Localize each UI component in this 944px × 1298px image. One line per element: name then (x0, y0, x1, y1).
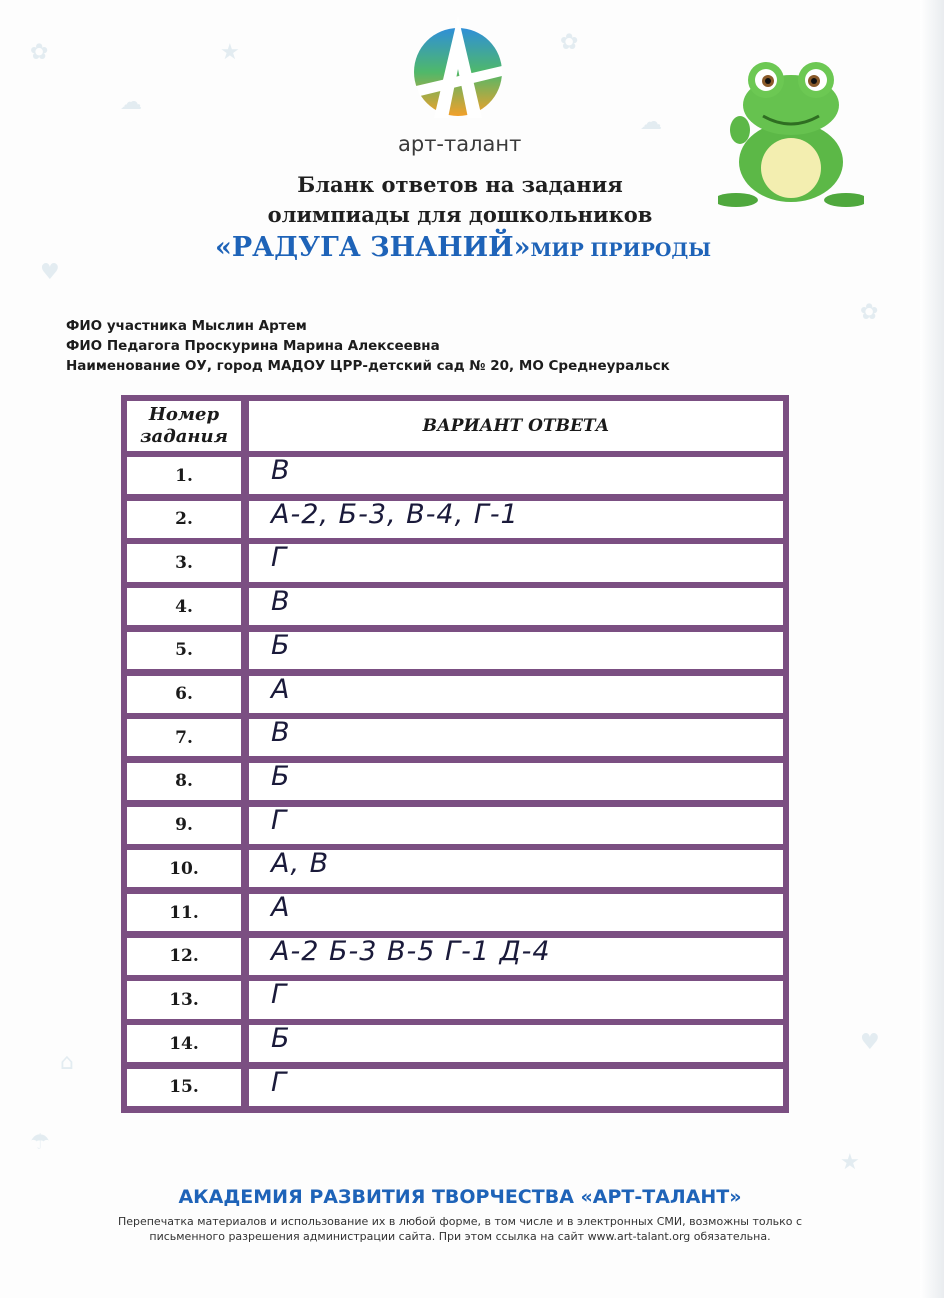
academy-name: АКАДЕМИЯ РАЗВИТИЯ ТВОРЧЕСТВА «АРТ-ТАЛАНТ» (178, 1186, 742, 1208)
sheet-title-line2: олимпиады для дошкольников (267, 202, 653, 227)
handwritten-answer: В (271, 717, 291, 749)
teacher-name: ФИО Педагога Проскурина Марина Алексеевна (66, 338, 440, 354)
answer-cell (249, 588, 783, 625)
answer-cell (249, 544, 783, 581)
handwritten-answer: Г (271, 1066, 288, 1098)
doodle-icon: ★ (840, 1150, 860, 1175)
answer-row (127, 804, 783, 844)
answer-cell (249, 935, 783, 975)
olympiad-name: «РАДУГА ЗНАНИЙ» (215, 232, 531, 263)
handwritten-answer: А (271, 673, 291, 705)
answer-cell (249, 498, 783, 538)
handwritten-answer: А, В (271, 848, 330, 880)
task-number: 15. (127, 1069, 241, 1106)
answer-row (127, 498, 783, 538)
handwritten-answer: В (271, 586, 291, 618)
task-number: 9. (127, 807, 241, 844)
olympiad-subject: МИР ПРИРОДЫ (530, 239, 712, 261)
doodle-icon: ☁ (120, 90, 142, 115)
task-number: 5. (127, 632, 241, 669)
task-number: 12. (127, 938, 241, 975)
doodle-icon: ♥ (40, 260, 60, 285)
task-number: 6. (127, 676, 241, 713)
handwritten-answer: А-2 Б-3 В-5 Г-1 Д-4 (271, 935, 551, 967)
answer-cell (249, 457, 783, 494)
task-number: 10. (127, 850, 241, 887)
header-task-number-line2: задания (140, 426, 228, 447)
handwritten-answer: Г (271, 542, 288, 574)
doodle-icon: ✿ (860, 300, 879, 325)
task-number: 13. (127, 981, 241, 1018)
handwritten-answer: А (271, 892, 291, 923)
task-number: 14. (127, 1025, 241, 1062)
handwritten-answer: Г (271, 804, 288, 836)
olympiad-title (215, 232, 711, 263)
school-name: Наименование ОУ, город МАДОУ ЦРР-детский сад № 20, МО Среднеуральск (66, 358, 670, 374)
answer-table (121, 395, 789, 1113)
table-header-row (127, 401, 783, 451)
doodle-icon: ☂ (30, 1130, 50, 1155)
answer-row (127, 719, 783, 756)
header-task-number-line1: Номер (148, 404, 220, 425)
task-number: 2. (127, 501, 241, 538)
sheet-title-line1: Бланк ответов на задания (297, 172, 623, 197)
doodle-icon: ✿ (560, 30, 579, 55)
answer-row (127, 760, 783, 800)
answer-row (127, 673, 783, 713)
copyright-notice (90, 1214, 830, 1244)
doodle-icon: ✿ (30, 40, 49, 65)
answer-cell (249, 804, 783, 844)
copyright-notice-line1: Перепечатка материалов и использование их в любой форме, в том числе и в электронных СМИ, возможны только с (117, 1215, 803, 1228)
handwritten-answer: Б (271, 760, 291, 792)
task-number: 4. (127, 588, 241, 625)
handwritten-answer: Б (271, 629, 291, 661)
brand-name: арт-талант (398, 132, 522, 156)
answer-row (127, 588, 783, 625)
participant-name: ФИО участника Мыслин Артем (66, 318, 307, 334)
header-task-number (127, 401, 241, 451)
art-talant-logo-icon (410, 14, 506, 124)
answer-row (127, 544, 783, 581)
answer-row (127, 1025, 783, 1062)
task-number: 8. (127, 763, 241, 800)
task-number: 1. (127, 457, 241, 494)
doodle-icon: ⌂ (60, 1050, 74, 1075)
task-number: 11. (127, 894, 241, 931)
answer-cell (249, 894, 783, 931)
handwritten-answer: А-2, Б-3, В-4, Г-1 (271, 498, 519, 530)
answer-row (127, 850, 783, 887)
doodle-icon: ★ (220, 40, 240, 65)
answer-row (127, 629, 783, 669)
answer-row (127, 1066, 783, 1106)
doodle-icon: ☁ (640, 110, 662, 135)
answer-cell (249, 1066, 783, 1106)
header-answer: ВАРИАНТ ОТВЕТА (249, 401, 783, 451)
answer-row (127, 894, 783, 931)
answer-row (127, 981, 783, 1018)
answer-row (127, 935, 783, 975)
answer-cell (249, 850, 783, 887)
answer-cell (249, 719, 783, 756)
answer-cell (249, 981, 783, 1018)
answer-cell (249, 1025, 783, 1062)
handwritten-answer: В (271, 455, 291, 486)
answer-cell (249, 629, 783, 669)
copyright-notice-line2: письменного разрешения администрации сайта. При этом ссылка на сайт www.art-talant.org обязательна. (149, 1230, 771, 1243)
task-number: 3. (127, 544, 241, 581)
answer-cell (249, 673, 783, 713)
handwritten-answer: Б (271, 1023, 291, 1055)
answer-row (127, 457, 783, 494)
answer-cell (249, 760, 783, 800)
task-number: 7. (127, 719, 241, 756)
doodle-icon: ♥ (860, 1030, 880, 1055)
handwritten-answer: Г (271, 979, 288, 1011)
page-edge (920, 0, 944, 1298)
